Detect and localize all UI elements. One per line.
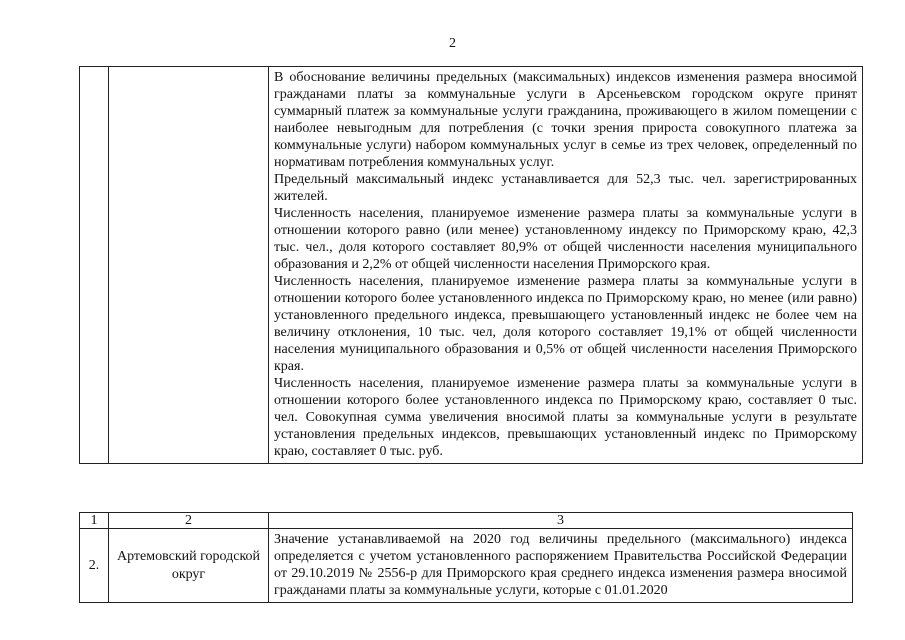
paragraph-max-index-population: Предельный максимальный индекс устанавливается для 52,3 тыс. чел. зарегистрированных жителей.	[274, 172, 857, 204]
page-number: 2	[449, 36, 456, 51]
column-header-row	[80, 513, 853, 529]
continuation-table	[79, 66, 863, 464]
municipality-table	[79, 512, 853, 603]
municipality-cell	[109, 67, 269, 464]
table-row	[80, 67, 863, 464]
municipality-name-cell: Артемовский городской округ	[109, 529, 269, 603]
justification-text-cell: Значение устанавливаемой на 2020 год величины предельного (максимального) индекса определяется с учетом установленного распоряжением Правительства Российской Федерации от 29.10.2019 № 2556-р для Приморского края среднего индекса изменения размера вносимой гражданами платы за коммунальные услуги, которые с 01.01.2020	[269, 529, 853, 603]
paragraph-population-within-deviation: Численность населения, планируемое изменение размера платы за коммунальные услуги в отношении которого более установленного индекса по Приморскому краю, но менее (или равно) установленного предельного индекса, превышающего установленный индекс не более чем на величину отклонения, 10 тыс. чел, доля которого составляет 19,1% от общей численности населения муниципального образования и 0,5% от общей численности населения Приморского края.	[274, 274, 857, 374]
column-header-2: 2	[109, 513, 269, 529]
paragraph-population-equal-or-less: Численность населения, планируемое изменение размера платы за коммунальные услуги в отношении которого равно (или менее) установленному индексу по Приморскому краю, 42,3 тыс. чел., доля которого составляет 80,9% от общей численности населения муниципального образования и 2,2% от общей численности населения Приморского края.	[274, 206, 857, 272]
justification-text-cell	[269, 67, 863, 464]
table-row	[80, 529, 853, 603]
paragraph-population-above-index: Численность населения, планируемое изменение размера платы за коммунальные услуги в отношении которого более установленного индекса по Приморскому краю, составляет 0 тыс. чел. Совокупная сумма увеличения вносимой платы за коммунальные услуги в результате установления предельных индексов, превышающих установленный индекс по Приморскому краю, составляет 0 тыс. руб.	[274, 376, 857, 459]
paragraph-justification-basis: В обоснование величины предельных (максимальных) индексов изменения размера вносимой гражданами платы за коммунальные услуги в Арсеньевском городском округе принят суммарный платеж за коммунальные услуги гражданина, проживающего в жилом помещении с наиболее невыгодным для потребления (с точки зрения прироста совокупного платежа за коммунальные услуги) набором коммунальных услуг в семье из трех человек, определенный по нормативам потребления коммунальных услуг.	[274, 70, 857, 170]
column-header-3: 3	[269, 513, 853, 529]
row-number-cell	[80, 67, 109, 464]
column-header-1: 1	[80, 513, 109, 529]
row-number-cell: 2.	[80, 529, 109, 603]
